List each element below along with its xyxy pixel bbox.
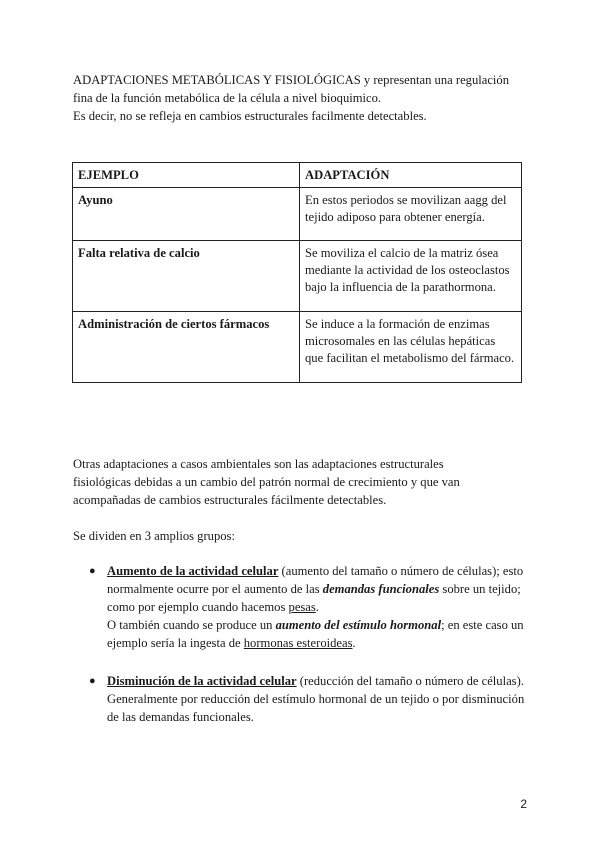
bullet-icon: ● (89, 675, 96, 687)
group-title: Aumento de la actividad celular (107, 564, 279, 578)
adaptation-cell: En estos periodos se movilizan aagg del tejido adiposo para obtener energía. (300, 188, 522, 241)
group-text: (aumento del tamaño o número de células); esto normalmente ocurre por el aumento de las (107, 564, 524, 596)
adaptations-table (72, 162, 522, 383)
intro-paragraph (73, 71, 543, 125)
list-item (89, 672, 527, 726)
otras-line: Otras adaptaciones a casos ambientales son las adaptaciones estructurales (73, 457, 444, 471)
group-text: . (315, 600, 319, 614)
groups-list (89, 562, 527, 746)
bullet-icon: ● (89, 565, 96, 577)
intro-line: Es decir, no se refleja en cambios estructurales facilmente detectables. (73, 109, 427, 123)
keyword-underlined: pesas (288, 600, 316, 614)
example-cell: Falta relativa de calcio (73, 241, 300, 312)
group-text: O también cuando se produce un (107, 618, 276, 632)
group-text: sobre un tejido; como por ejemplo cuando hacemos (107, 582, 521, 614)
group-text: . (352, 636, 356, 650)
header-adaptation: ADAPTACIÓN (300, 163, 522, 188)
table-row (73, 312, 522, 383)
table-header-row (73, 163, 522, 188)
keyword-underlined: hormonas esteroideas (243, 636, 353, 650)
list-item (89, 562, 527, 652)
otras-line: fisiológicas debidas a un cambio del patrón normal de crecimiento y que van (73, 475, 460, 489)
keyword: aumento del estímulo hormonal (275, 618, 442, 632)
table-row (73, 241, 522, 312)
header-example: EJEMPLO (73, 163, 300, 188)
adaptation-cell: Se induce a la formación de enzimas microsomales en las células hepáticas que facilitan el metabolismo del fármaco. (300, 312, 522, 383)
group-title: Disminución de la actividad celular (107, 674, 297, 688)
table-row (73, 188, 522, 241)
group-text: ; en este caso un ejemplo sería la ingesta de (107, 618, 524, 650)
intro-line: ADAPTACIONES METABÓLICAS Y FISIOLÓGICAS y representan una regulación (73, 73, 510, 87)
example-cell: Administración de ciertos fármacos (73, 312, 300, 383)
adaptation-cell: Se moviliza el calcio de la matriz ósea mediante la actividad de los osteoclastos bajo la influencia de la parathormona. (300, 241, 522, 312)
group-text: Generalmente por reducción del estímulo hormonal de un tejido o por disminución de las demandas funcionales. (107, 692, 525, 724)
page-number: 2 (520, 797, 527, 811)
groups-intro: Se dividen en 3 amplios grupos: (73, 529, 235, 543)
example-cell: Ayuno (73, 188, 300, 241)
otras-paragraph (73, 455, 533, 509)
otras-line: acompañadas de cambios estructurales fácilmente detectables. (73, 493, 387, 507)
keyword: demandas funcionales (322, 582, 440, 596)
group-text: (reducción del tamaño o número de células). (296, 674, 524, 688)
intro-line: fina de la función metabólica de la célula a nivel bioquimico. (73, 91, 382, 105)
